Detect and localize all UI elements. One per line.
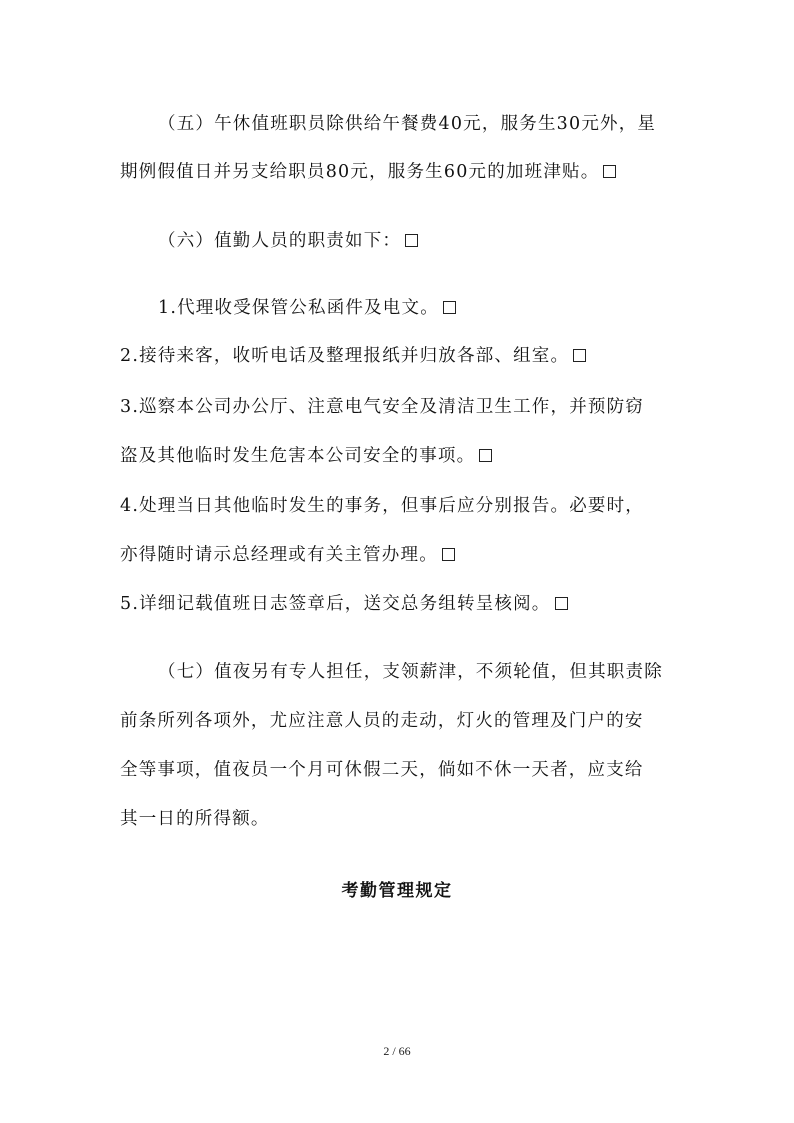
item-2-line-1-text: 2.接待来客，收听电话及整理报纸并归放各部、组室。	[120, 346, 570, 366]
paragraph-7-line-3: 全等事项，值夜员一个月可休假二天，倘如不休一天者，应支给	[120, 760, 644, 780]
checkbox-square-icon	[479, 449, 492, 462]
item-3-line-2	[120, 444, 492, 468]
item-3-line-2-text: 盗及其他临时发生危害本公司安全的事项。	[120, 446, 476, 466]
paragraph-6-line-1	[158, 229, 418, 253]
item-3-line-1: 3.巡察本公司办公厅、注意电气安全及清洁卫生工作，并预防窃	[120, 397, 644, 417]
paragraph-5-line-1: （五）午休值班职员除供给午餐费40元，服务生30元外，星	[158, 114, 657, 134]
item-2-line-1	[120, 344, 586, 368]
item-4-line-2-text: 亦得随时请示总经理或有关主管办理。	[120, 545, 438, 565]
paragraph-7-line-1: （七）值夜另有专人担任，支领薪津，不须轮值，但其职责除	[158, 662, 663, 682]
item-1-line-1-text: 1.代理收受保管公私函件及电文。	[158, 298, 439, 318]
checkbox-square-icon	[405, 234, 418, 247]
paragraph-7-line-4: 其一日的所得额。	[120, 809, 270, 829]
section-heading: 考勤管理规定	[341, 881, 453, 901]
paragraph-7-line-2: 前条所列各项外，尤应注意人员的走动，灯火的管理及门户的安	[120, 711, 644, 731]
paragraph-6-line-1-text: （六）值勤人员的职责如下：	[158, 231, 402, 251]
paragraph-5-line-2	[120, 160, 616, 184]
checkbox-square-icon	[603, 165, 616, 178]
page-indicator: 2 / 66	[383, 1044, 411, 1058]
checkbox-square-icon	[573, 349, 586, 362]
item-5-line-1-text: 5.详细记载值班日志签章后，送交总务组转呈核阅。	[120, 594, 551, 614]
checkbox-square-icon	[443, 301, 456, 314]
checkbox-square-icon	[442, 548, 455, 561]
item-4-line-1: 4.处理当日其他临时发生的事务，但事后应分别报告。必要时，	[120, 496, 644, 516]
checkbox-square-icon	[555, 597, 568, 610]
paragraph-5-line-2-text: 期例假值日并另支给职员80元，服务生60元的加班津贴。	[120, 162, 600, 182]
item-1-line-1	[158, 296, 456, 320]
item-5-line-1	[120, 592, 568, 616]
item-4-line-2	[120, 543, 455, 567]
